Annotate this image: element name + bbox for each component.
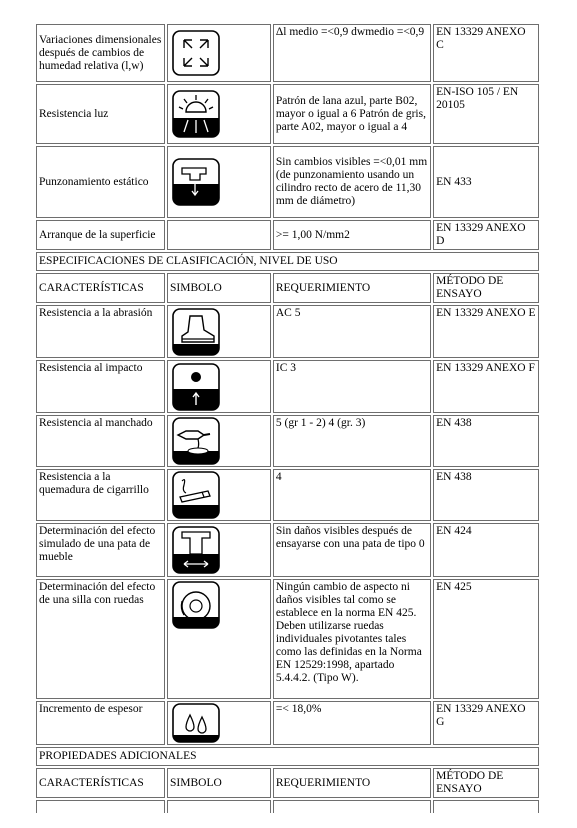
furniture-leg-icon <box>172 526 220 574</box>
method-cell: EN 13329 ANEXO F <box>433 360 539 413</box>
method-cell: EN 13329 ANEXO G <box>433 701 539 745</box>
castor-chair-icon <box>172 581 220 629</box>
characteristic-cell: Resistencia luz <box>36 84 165 144</box>
requirement-cell: Sin cambios visibles =<0,01 mm (de punzonamiento usando un cilindro recto de acero de 11,30 mm de diámetro) <box>273 146 431 218</box>
water-drops-icon <box>172 703 220 743</box>
method-cell: EN 438 <box>433 469 539 521</box>
header-characteristics: CARACTERÍSTICAS <box>36 768 165 798</box>
section-title: ESPECIFICACIONES DE CLASIFICACIÓN, NIVEL DE USO <box>36 252 539 271</box>
header-method: MÉTODO DE ENSAYO <box>433 768 539 798</box>
method-cell: EN 13329 ANEXO C <box>433 24 539 82</box>
symbol-cell <box>167 84 271 144</box>
characteristic-cell: Determinación del efecto simulado de una pata de mueble <box>36 523 165 577</box>
header-characteristics: CARACTERÍSTICAS <box>36 273 165 303</box>
symbol-cell <box>167 415 271 467</box>
table-row <box>36 84 539 144</box>
header-method: MÉTODO DE ENSAYO <box>433 273 539 303</box>
method-cell: EN-ISO 105 / EN 20105 <box>433 84 539 144</box>
symbol-cell <box>167 360 271 413</box>
table-row <box>36 523 539 577</box>
requirement-cell: IC 3 <box>273 360 431 413</box>
section-row <box>36 252 539 271</box>
characteristic-cell: Punzonamiento estático <box>36 146 165 218</box>
table-row <box>36 701 539 745</box>
specifications-table <box>34 22 541 815</box>
characteristic-cell: Determinación del efecto de una silla con ruedas <box>36 579 165 699</box>
header-symbol: SIMBOLO <box>167 768 271 798</box>
characteristic-cell: Resistencia a la abrasión <box>36 305 165 358</box>
characteristic-cell: Resistencia al impacto <box>36 360 165 413</box>
method-cell: EN 425 <box>433 579 539 699</box>
characteristic-cell: Resistencia a la quemadura de cigarrillo <box>36 469 165 521</box>
requirement-cell: >= 1,00 N/mm2 <box>273 220 431 250</box>
symbol-cell <box>167 469 271 521</box>
sun-light-icon <box>172 90 220 138</box>
table-row <box>36 469 539 521</box>
section-title: PROPIEDADES ADICIONALES <box>36 747 539 766</box>
characteristic-cell: Variaciones dimensionales después de cambios de humedad relativa (l,w) <box>36 24 165 82</box>
symbol-cell <box>167 24 271 82</box>
table-row-partial <box>36 800 539 813</box>
table-row <box>36 415 539 467</box>
symbol-cell <box>167 146 271 218</box>
arrows-dimension-icon <box>172 30 220 76</box>
method-cell: EN 13329 ANEXO D <box>433 220 539 250</box>
header-symbol: SIMBOLO <box>167 273 271 303</box>
abrasion-shoe-icon <box>172 308 220 356</box>
header-requirement: REQUERIMIENTO <box>273 768 431 798</box>
cell-partial <box>167 800 271 813</box>
table-row <box>36 146 539 218</box>
table-row <box>36 220 539 250</box>
symbol-cell <box>167 579 271 699</box>
symbol-cell-empty <box>167 220 271 250</box>
static-indentation-icon <box>172 158 220 206</box>
characteristic-cell: Resistencia al manchado <box>36 415 165 467</box>
method-cell: EN 424 <box>433 523 539 577</box>
requirement-cell: =< 18,0% <box>273 701 431 745</box>
impact-ball-icon <box>172 363 220 411</box>
cell-partial <box>36 800 165 813</box>
stain-bottle-icon <box>172 417 220 465</box>
requirement-cell: 5 (gr 1 - 2) 4 (gr. 3) <box>273 415 431 467</box>
table-row <box>36 579 539 699</box>
symbol-cell <box>167 523 271 577</box>
cell-partial <box>433 800 539 813</box>
requirement-cell: Patrón de lana azul, parte B02, mayor o igual a 6 Patrón de gris, parte A02, mayor o igual a 4 <box>273 84 431 144</box>
table-row <box>36 360 539 413</box>
method-cell: EN 433 <box>433 146 539 218</box>
method-cell: EN 13329 ANEXO E <box>433 305 539 358</box>
section-row <box>36 747 539 766</box>
requirement-cell: AC 5 <box>273 305 431 358</box>
requirement-cell: Sin daños visibles después de ensayarse con una pata de tipo 0 <box>273 523 431 577</box>
cell-partial <box>273 800 431 813</box>
header-requirement: REQUERIMIENTO <box>273 273 431 303</box>
characteristic-cell: Incremento de espesor <box>36 701 165 745</box>
requirement-cell: Δl medio =<0,9 dwmedio =<0,9 <box>273 24 431 82</box>
requirement-cell: Ningún cambio de aspecto ni daños visibles tal como se establece en la norma EN 425. Deben utilizarse ruedas individuales pivotantes tales como las definidas en la Norma EN 12529:1998, apartado 5.4.4.2. (Tipo W). <box>273 579 431 699</box>
table-row <box>36 305 539 358</box>
cigarette-icon <box>172 471 220 519</box>
symbol-cell <box>167 305 271 358</box>
header-row <box>36 273 539 303</box>
method-cell: EN 438 <box>433 415 539 467</box>
header-row <box>36 768 539 798</box>
symbol-cell <box>167 701 271 745</box>
table-row <box>36 24 539 82</box>
characteristic-cell: Arranque de la superficie <box>36 220 165 250</box>
requirement-cell: 4 <box>273 469 431 521</box>
